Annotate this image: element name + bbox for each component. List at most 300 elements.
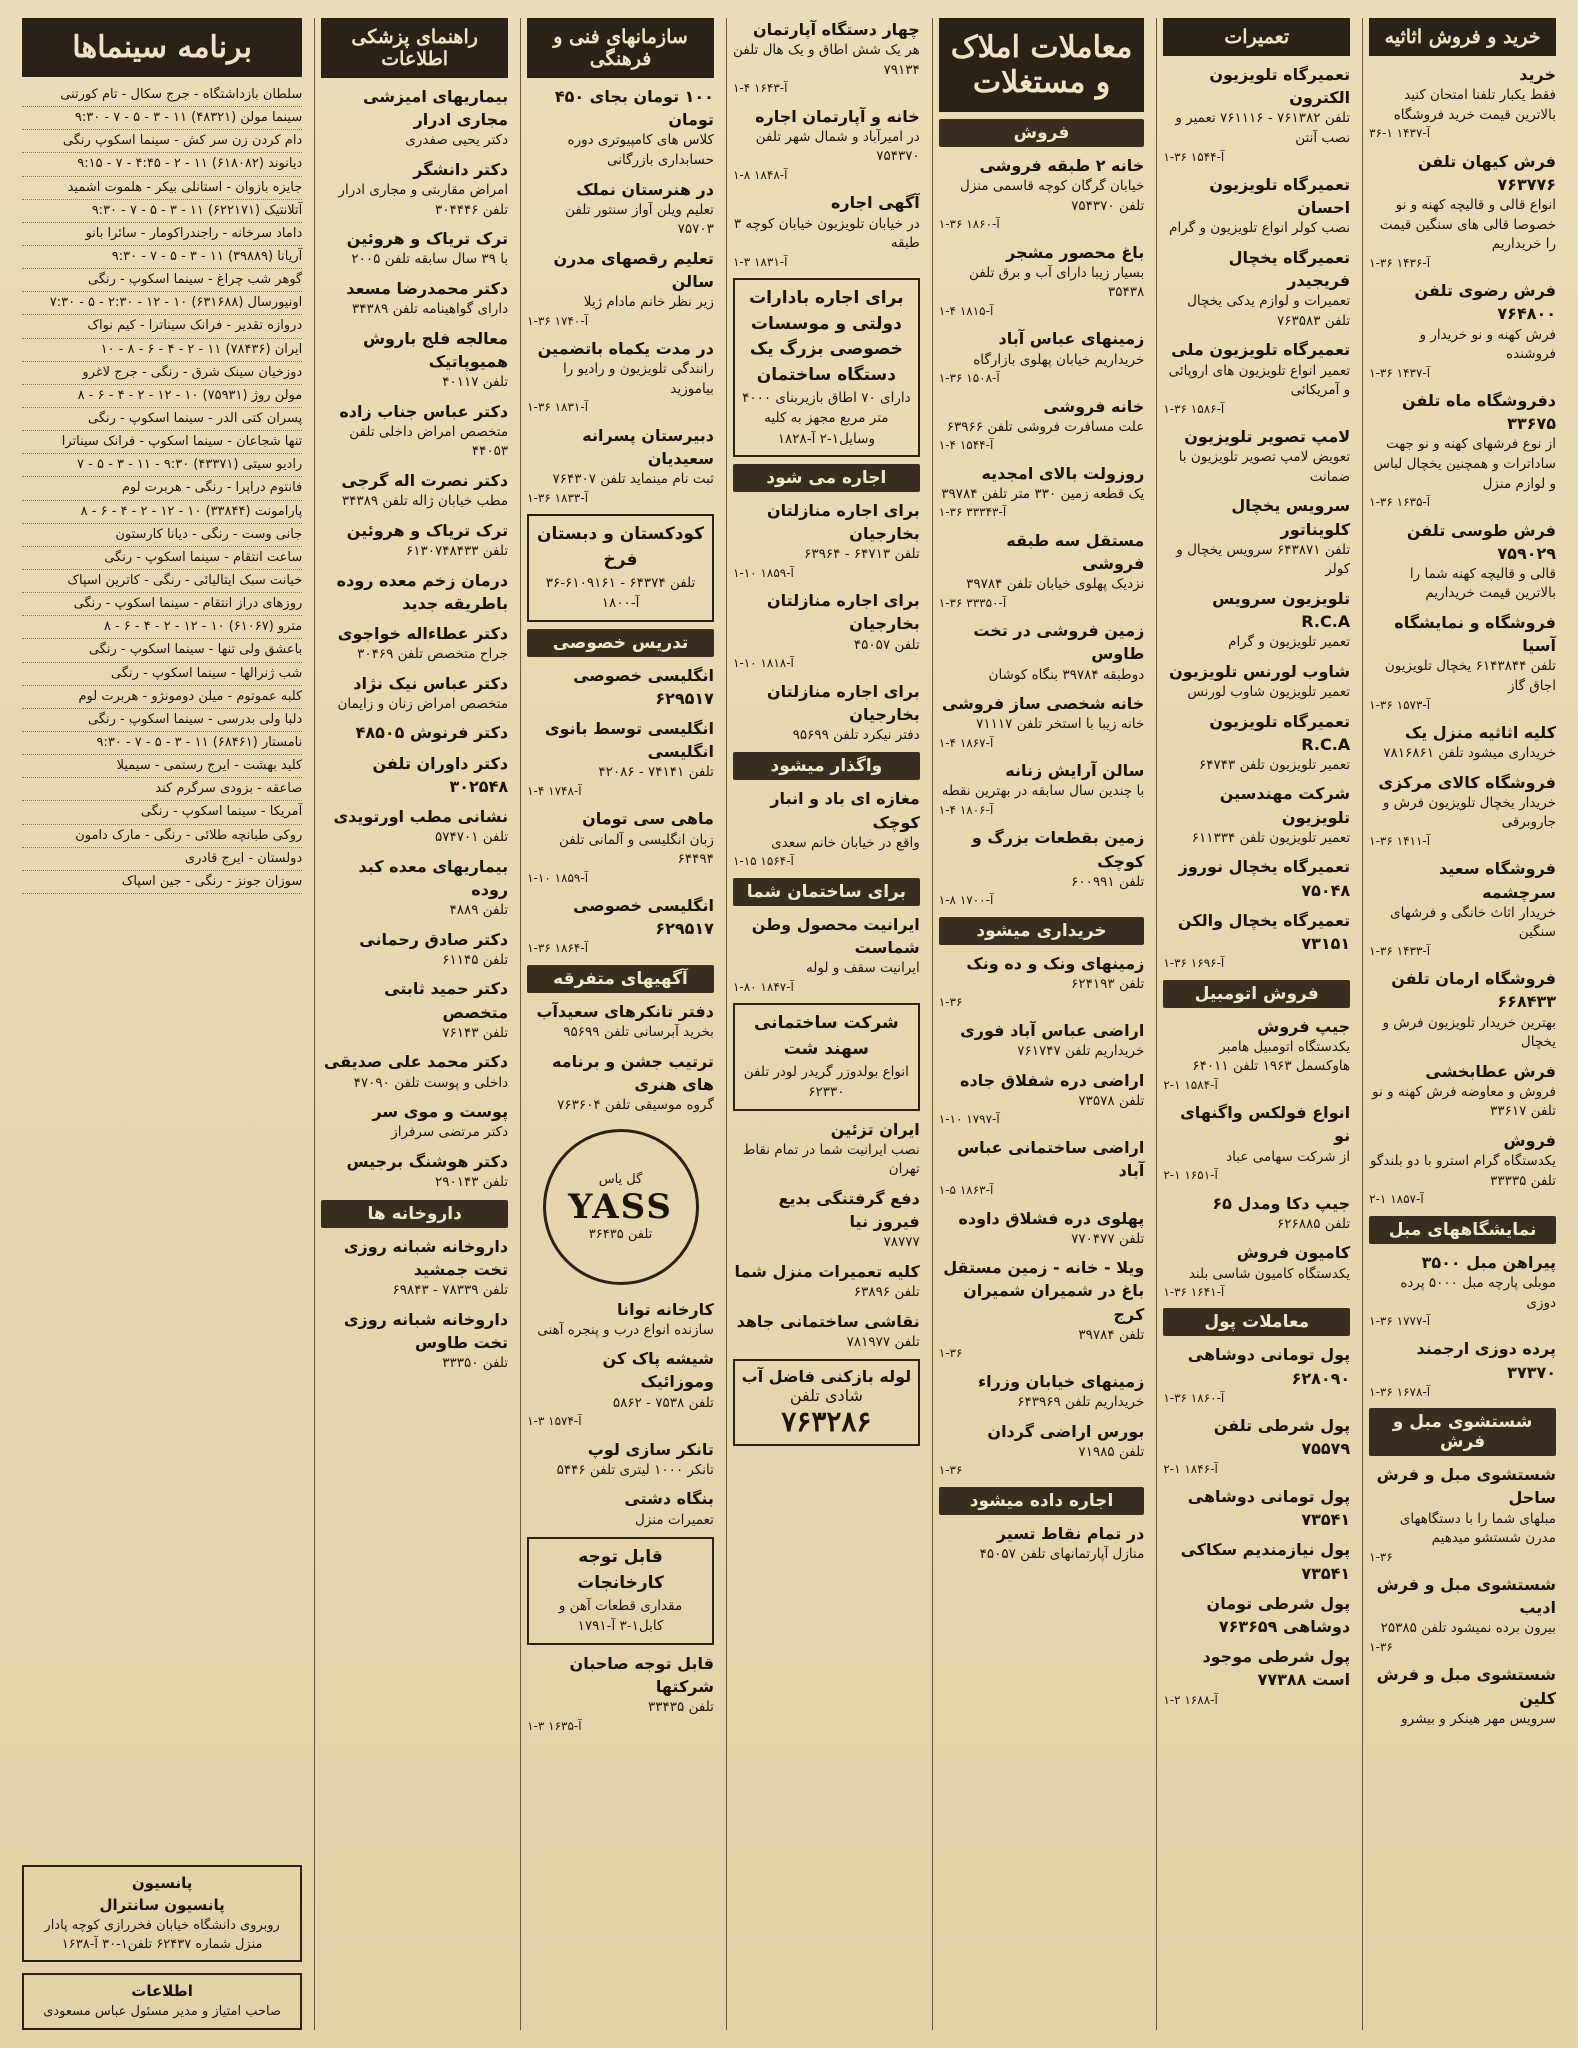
ad-title: چهار دستگاه آپارتمان <box>752 20 920 39</box>
logo-line1: گل یاس <box>598 1171 643 1187</box>
ad-title: کلیه اثاثیه منزل یک <box>1404 722 1556 742</box>
ad-body: نزدیک پهلوی خیابان تلفن ۳۹۷۸۴ <box>966 576 1145 593</box>
classified-ad <box>1369 63 1556 143</box>
ad-body: یکدستگاه اتومبیل هامبر هاوکسمل ۱۹۶۳ تلفن ۶۴۰۱۱ <box>1192 1038 1351 1075</box>
classified-ad <box>1163 246 1350 332</box>
classified-ad <box>1369 1463 1556 1566</box>
ad-body: بیرون برده نمیشود تلفن ۲۵۳۸۵ <box>1380 1620 1556 1637</box>
ad-title: فروشگاه کالای مرکزی <box>1378 772 1556 792</box>
ad-code: ۱-۴ آ-۱۸۰۶ <box>938 802 994 817</box>
classified-ad <box>1163 494 1350 580</box>
classified-ad <box>321 158 508 220</box>
classified-ad <box>1369 519 1556 605</box>
column-repairs <box>1156 18 1356 2030</box>
ad-code: ۱-۳۰ آ-۱۶۳۸ <box>61 1936 128 1952</box>
classified-ad <box>1163 660 1350 703</box>
classified-ad <box>321 1050 508 1093</box>
classified-ad <box>1163 425 1350 487</box>
ad-title: تعمیرگاه یخچال نوروز ۷۵۰۴۸ <box>1178 857 1351 900</box>
ad-code: ۱-۸ آ-۱۸۴۸ <box>732 168 788 183</box>
ad-title: دکتر نصرت اله گرجی <box>341 471 509 490</box>
classified-ad <box>1369 1251 1556 1331</box>
ad-code: ۱-۱۰ آ-۱۸۱۸ <box>732 656 794 671</box>
classified-ad <box>321 1100 508 1143</box>
boxed-ad <box>733 1003 920 1111</box>
classified-ad <box>321 1235 508 1301</box>
ad-body: بسیار زیبا دارای آب و برق تلفن ۳۵۴۳۸ <box>969 264 1145 301</box>
classified-ad <box>939 619 1145 685</box>
phone-number: ۷۶۳۲۸۶ <box>781 1405 872 1439</box>
ad-title: دفع گرفتنگی بدیع فیروز نیا <box>778 1188 920 1232</box>
ad-code: ۱-۱۵ آ-۱۵۶۴ <box>732 854 794 869</box>
cinema-row: فانتوم دراپرا - رنگی - هربرت لوم <box>22 477 302 500</box>
classified-ad <box>527 178 714 240</box>
classified-ad <box>939 1256 1145 1363</box>
cinema-row: سلطان بازداشتگاه - جرج سکال - تام کورتنی <box>22 84 302 107</box>
ad-body: هر یک شش اطاق و یک هال تلفن ۷۹۱۳۴ <box>732 42 920 78</box>
ad-body: سازنده انواع درب و پنجره آهنی <box>537 1321 714 1338</box>
classified-ad <box>1369 1129 1556 1209</box>
ad-title: پول شرطی تومان دوشاهی ۷۶۳۶۵۹ <box>1206 1593 1351 1636</box>
classified-ad <box>733 1260 920 1303</box>
ad-title: زمین بقطعات بزرگ و کوچک <box>971 828 1145 871</box>
classified-ad <box>1163 782 1350 848</box>
ad-title: برای اجاره بادارات دولتی و موسسات خصوصی بزرگ یک دستگاه ساختمان <box>749 288 904 385</box>
ad-title: ویلا - خانه - زمین مستقل باغ در شمیران شمیران کرج <box>943 1258 1145 1324</box>
ad-code: ۱-۳۶ <box>1369 1640 1393 1655</box>
ad-body: تلفن ۶۴۳۷۴ - ۶۱۰۹۱۶ <box>565 575 696 592</box>
ad-title: شاوب لورنس تلویزیون <box>1169 661 1351 681</box>
classified-ad <box>1163 1241 1350 1301</box>
ad-title: خانه فروشی <box>1043 396 1145 416</box>
cinema-row: پسران کتی الدر - سینما اسکوپ - رنگی <box>22 408 302 431</box>
ad-title: لامپ تصویر تلویزیون <box>1184 427 1351 447</box>
ad-code: ۱-۳۶ <box>938 1346 963 1361</box>
ad-body: تلفن ۷۶۱۴۳ <box>442 1024 509 1041</box>
ad-title: شستشوی مبل و فرش ساحل <box>1376 1465 1556 1508</box>
classified-ad <box>321 519 508 562</box>
ad-body: تعمیر انواع تلویزیون های اروپائی و آمریکائی <box>1168 362 1351 399</box>
boxed-ad <box>733 278 920 457</box>
ad-title: پانسیون سانترال <box>99 1895 225 1914</box>
cinema-row: خیانت سبک ایتالیائی - رنگی - کاترین اسپاک <box>22 570 302 593</box>
classified-ad <box>1163 909 1350 973</box>
ad-body: تلفن ۷۱۹۸۵ <box>1078 1443 1145 1460</box>
cinema-row: ساعت انتقام - سینما اسکوپ - رنگی <box>22 547 302 570</box>
column-header: سازمانهای فنی و فرهنگی <box>527 18 714 78</box>
classified-ad <box>321 400 508 462</box>
classified-ad <box>527 807 714 887</box>
publisher-box <box>22 1973 302 2030</box>
classified-ad <box>939 154 1145 234</box>
ad-code: ۱-۴ آ-۱۸۶۷ <box>938 735 994 750</box>
ad-title: تعمیرگاه یخچال والکن ۷۳۱۵۱ <box>1177 910 1351 953</box>
ad-title: تعمیرگاه تلویزیون ملی <box>1171 340 1351 360</box>
ad-title: بورس اراضی گردان <box>987 1421 1145 1441</box>
ad-title: شرکت مهندسین تلویزیون <box>1219 784 1351 827</box>
ad-title: قابل توجه کارخانجات <box>577 1547 664 1593</box>
column-medical <box>314 18 514 2030</box>
ad-title: مغازه ای باد و انبار کوچک <box>770 789 920 832</box>
classified-ad <box>527 424 714 507</box>
classified-ad <box>527 894 714 958</box>
yass-logo <box>543 1129 699 1285</box>
drain-service-ad <box>733 1359 920 1446</box>
classified-ad <box>733 787 920 870</box>
cinema-list <box>22 84 302 894</box>
ad-code: ۱-۳۶ <box>938 995 963 1010</box>
ad-code: ۱-۳۶ آ-۱۸۰۰ <box>545 575 640 612</box>
ad-subtitle: شادی تلفن <box>789 1386 863 1406</box>
ad-title: خانه شخصی ساز فروشی <box>941 694 1145 714</box>
ad-title: فروش <box>1503 1131 1556 1151</box>
ad-code: ۱-۳۶ آ-۱۵۴۴ <box>1163 149 1225 164</box>
ad-body: مطب خیابان ژاله تلفن ۳۴۳۸۹ <box>341 493 509 510</box>
ad-body: خریدار یخچال تلویزیون فرش و جاروبرقی <box>1382 794 1556 831</box>
classified-ad <box>1369 279 1556 382</box>
ad-body: یکدستگاه گرام استرو با دو بلندگو تلفن ۳۳۳۳۵ <box>1369 1153 1556 1189</box>
ad-code: ۱-۸۰ آ-۱۸۴۷ <box>732 979 794 994</box>
ad-body: با چندین سال سابقه در بهترین نقطه <box>941 783 1145 800</box>
ad-body: خانه زیبا با استخر تلفن ۷۱۱۱۷ <box>976 716 1145 733</box>
classified-ad <box>527 664 714 710</box>
ad-title: پول نیازمندیم سکاکی ۷۳۵۴۱ <box>1180 1540 1351 1583</box>
classified-ad <box>321 805 508 848</box>
ad-title: برای اجاره منازلتان بخارجیان <box>766 681 920 724</box>
ad-title: دبیرستان پسرانه سعیدیان <box>582 425 714 469</box>
classified-ad <box>939 826 1145 909</box>
ad-code: ۱-۳۶ آ-۱۷۴۰ <box>527 313 589 328</box>
ad-code: ۱-۳۶ آ-۱۴۳۷ <box>1369 365 1431 380</box>
classified-ad <box>733 18 920 98</box>
ad-body: خریداریم خیابان پهلوی بازارگاه <box>973 351 1145 368</box>
classified-ad <box>1163 1343 1350 1407</box>
ad-code: ۱-۳۶ آ-۱۴۳۳ <box>1369 943 1431 958</box>
ad-code: ۱-۳۶ آ-۱۸۶۴ <box>527 941 589 956</box>
ad-title: شستشوی مبل و فرش ادیب <box>1376 1575 1556 1618</box>
section-header: معاملات پول <box>1163 1308 1350 1336</box>
ad-body: بهترین خریدار تلویزیون فرش و یخچال <box>1382 1014 1556 1051</box>
cinema-row: رادیو سیتی (۴۳۳۷۱) ۹:۳۰ - ۱۱ - ۳ - ۵ - ۷ <box>22 454 302 477</box>
ad-title: دکتر عباس جناب زاده <box>339 401 509 421</box>
classified-ad <box>527 1298 714 1341</box>
ad-code: ۱-۸ آ-۱۷۰۰ <box>938 893 994 908</box>
classified-ad <box>1369 721 1556 764</box>
cinema-row: دوزخیان سینک شرق - رنگی - جرج لاغرو <box>22 362 302 385</box>
ad-code: ۱-۱۰ آ-۱۸۵۹ <box>732 565 794 580</box>
ad-body: تلفن ۶۰۰۹۹۱ <box>1071 873 1145 890</box>
ad-code: ۱-۱۰ آ-۱۸۵۹ <box>527 870 589 885</box>
cinema-row: سوزان جونز - رنگی - جین اسپاک <box>22 871 302 894</box>
ad-body: دارای گواهینامه تلفن ۳۴۳۸۹ <box>352 301 509 318</box>
column-culture <box>520 18 720 2030</box>
ad-title: زمین فروشی در تخت طاوس <box>973 621 1145 664</box>
column-rentals <box>726 18 926 2030</box>
ad-title: شیشه پاک کن وموزائیک <box>602 1349 714 1392</box>
ad-title: انگلیسی توسط بانوی انگلیسی <box>544 719 714 762</box>
cinema-row: شب ژنرالها - سینما اسکوپ - رنگی <box>22 663 302 686</box>
classified-ad <box>1369 150 1556 272</box>
classified-ad <box>733 191 920 271</box>
ad-body: فقط یکبار تلفنا امتحان کنید بالاترین قیمت خرید فروشگاه <box>1393 87 1556 123</box>
ad-title: در تمام نقاط تسیر <box>996 1523 1145 1543</box>
column-header: راهنمای پزشکی اطلاعات <box>321 18 508 78</box>
ad-body: منازل آپارتمانهای تلفن ۴۵۰۵۷ <box>979 1545 1145 1562</box>
ad-body: دوطبقه ۳۹۷۸۴ بنگاه کوشان <box>988 666 1145 683</box>
ad-body: فرش کهنه و نو خریدار و فروشنده <box>1419 326 1556 363</box>
ad-code: ۱-۳۶ آ-۱۶۷۸ <box>1369 1384 1431 1399</box>
ad-body: تلفن ۷۳۵۷۸ <box>1078 1092 1145 1109</box>
ad-title: خانه ۲ طبقه فروشی <box>979 156 1145 175</box>
ad-title: سالن آرایش زنانه <box>1005 761 1145 781</box>
ad-title: تعمیرگاه یخچال فریجیدر <box>1228 247 1351 291</box>
classified-ad <box>321 928 508 971</box>
classified-ad <box>939 327 1145 387</box>
ad-body: متخصص امراض داخلی تلفن ۴۴۰۵۳ <box>349 423 509 460</box>
ad-body: تلفن ۳۳۴۳۵ <box>648 1698 714 1715</box>
ad-code: ۱-۳۶ آ-۳۳۳۵۰ <box>938 595 1007 610</box>
classified-ad <box>939 462 1145 522</box>
ad-code: ۱-۳۶ <box>938 1463 963 1478</box>
ad-title: ترک تریاک و هروئین <box>346 520 509 540</box>
ad-code: ۱-۳۶ آ-۱۶۴۱ <box>1163 1285 1225 1300</box>
ad-title: زمینهای ونک و ده ونک <box>966 953 1145 973</box>
ad-body: دفتر نیکرد تلفن ۹۵۶۹۹ <box>792 726 920 743</box>
classified-ad <box>939 395 1145 455</box>
ad-code: ۲-۱ آ-۱۸۴۶ <box>1163 1461 1218 1476</box>
ad-title: تعمیرگاه تلویزیون احسان <box>1209 174 1351 218</box>
classified-ad <box>1163 63 1350 166</box>
cinema-row: باعشق ولی تنها - سینما اسکوپ - رنگی <box>22 639 302 662</box>
ad-title: دکتر صادق رحمانی <box>359 929 509 949</box>
column-header: معاملات املاک و مستغلات <box>939 18 1145 112</box>
classified-ad <box>527 717 714 800</box>
ad-title: ترتیب جشن و برنامه های هنری <box>552 1051 714 1094</box>
cinema-row: نامستار (۶۸۴۶۱) ۱۱ - ۳ - ۵ - ۷ - ۹:۳۰ <box>22 732 302 755</box>
classified-ad <box>1163 1592 1350 1638</box>
classified-ad <box>1369 389 1556 511</box>
classified-ad <box>321 227 508 270</box>
ad-body: ثبت نام مینماید تلفن ۷۶۴۳۰۷ <box>552 471 714 488</box>
ad-title: جیپ فروش <box>1257 1016 1351 1036</box>
ad-title: دکتر دانشگر <box>413 159 509 179</box>
ad-title: فروشگاه ارمان تلفن ۶۶۸۴۳۳ <box>1391 969 1556 1012</box>
ad-title: فرش طوسی تلفن ۷۵۹۰۲۹ <box>1406 520 1556 563</box>
ad-code: ۱-۳ آ-۱۵۷۴ <box>527 1414 582 1429</box>
ad-body: تعمیر تلویزیون شاوب لورنس <box>1187 683 1351 700</box>
ad-body: تلفن ۷۵۳۸ - ۵۸۶۲ <box>612 1394 714 1411</box>
ad-body: تلفن ۶۱۱۴۵ <box>442 951 509 968</box>
ad-body: روبروی دانشگاه خیابان فخررازی کوچه پادار منزل شماره ۶۲۴۳۷ تلفن <box>44 1917 280 1952</box>
ad-title: فروشگاه سعید سرچشمه <box>1439 859 1556 902</box>
ad-title: خرید <box>1519 65 1556 84</box>
ad-body: تلفن ۶۱۴۳۸۴۴ یخچال تلویزیون اجاق گاز <box>1384 658 1556 694</box>
classified-ad <box>527 1347 714 1430</box>
ad-body: تعمیرات و لوازم یدکی یخچال تلفن ۷۶۳۵۸۳ <box>1187 293 1351 329</box>
classified-ad <box>321 327 508 393</box>
classified-ad <box>1163 1538 1350 1584</box>
ad-code: ۱-۳ آ-۱۶۳۵ <box>527 1718 582 1733</box>
classified-ad <box>1163 173 1350 239</box>
ad-body: تلفن ۷۴۱۴۱ - ۴۲۰۸۶ <box>598 764 714 781</box>
boxed-ad <box>527 514 714 622</box>
ad-title: ماهی سی تومان <box>582 809 714 829</box>
ad-title: برای اجاره منازلتان بخارجیان <box>766 500 920 544</box>
ad-code: ۱-۳۶ آ-۱۶۳۵ <box>1369 495 1431 510</box>
ad-title: ایرانیت محصول وطن شماست <box>751 914 920 957</box>
ad-body: تلفن ۴۸۸۹ <box>449 902 509 919</box>
column-header: برنامه سینماها <box>22 18 302 77</box>
ad-title: پهلوی دره فشلاق داوده <box>958 1208 1145 1228</box>
cinema-row: تنها شجاعان - سینما اسکوپ - فرانک سیناترا <box>22 431 302 454</box>
ad-code: ۱-۴ آ-۱۵۴۴ <box>938 438 994 453</box>
ad-code: ۱-۲ آ-۱۶۸۸ <box>1163 1692 1218 1707</box>
ad-code: ۲-۱ آ-۱۸۵۷ <box>1369 1192 1424 1207</box>
cinema-row: سینما مولن (۴۸۳۲۱) ۱۱ - ۳ - ۵ - ۷ - ۹:۳۰ <box>22 107 302 130</box>
classified-ad <box>1369 1663 1556 1729</box>
ad-body: فروش و معاوضه فرش کهنه و نو تلفن ۳۳۶۱۷ <box>1372 1083 1556 1120</box>
ad-body: موبلی پارچه مبل ۵۰۰۰ پرده دوزی <box>1400 1274 1556 1311</box>
ad-title: پیراهن مبل ۳۵۰۰ <box>1421 1252 1556 1272</box>
cinema-row: داماد سرخانه - راجندراکومار - سائرا بانو <box>22 223 302 246</box>
classified-ad <box>321 277 508 320</box>
ad-body: تعلیم ویلن آواز سنتور تلفن ۷۵۷۰۳ <box>565 201 714 238</box>
section-header: نمایشگاههای مبل <box>1369 1216 1556 1244</box>
cinema-row: صاعقه - بزودی سرگرم کند <box>22 778 302 801</box>
classified-ad <box>321 85 508 151</box>
ad-title: کارخانه توانا <box>617 1299 714 1319</box>
ad-code: ۱-۳۶ آ-۱۸۶۰ <box>938 217 1000 232</box>
ad-body: تلفن ۵۷۴۷۰۱ <box>434 829 509 846</box>
ad-code: ۱-۳۶ آ-۱۷۷۷ <box>1369 1314 1431 1329</box>
ad-body: قالی و قالیچه کهنه شما را بالاترین قیمت خریداریم <box>1409 565 1556 602</box>
ad-body: زبان انگلیسی و آلمانی تلفن ۶۴۴۹۴ <box>559 831 714 868</box>
cinema-row: اونیورسال (۶۳۱۶۸۸) ۱۰ - ۱۲ - ۲:۳۰ - ۵ - ۷:۳۰ <box>22 292 302 315</box>
ad-title: ۱۰۰ تومان بجای ۴۵۰ تومان <box>554 87 714 130</box>
ad-title: فرش عطابخشی <box>1425 1061 1556 1081</box>
cinema-row: گوهر شب چراغ - سینما اسکوپ - رنگی <box>22 269 302 292</box>
ad-title: زمینهای خیابان وزراء <box>977 1371 1145 1391</box>
cinema-row: دام کردن زن سر کش - سینما اسکوپ رنگی <box>22 130 302 153</box>
cinema-row: دولستان - ایرج قادری <box>22 848 302 871</box>
ad-title: خانه و آپارتمان اجاره <box>755 106 920 126</box>
column-real-estate <box>932 18 1151 2030</box>
classified-ad <box>321 569 508 615</box>
ad-code: ۱-۳۶ آ-۱۵۸۶ <box>1163 401 1225 416</box>
classified-ad <box>527 1000 714 1043</box>
ad-code: ۱-۴ آ-۱۸۱۵ <box>938 304 994 319</box>
ad-body: مبلهای شما را با دستگاههای مدرن شستشو میدهیم <box>1399 1510 1556 1547</box>
ad-title: ایران تزئین <box>830 1119 920 1139</box>
classified-ad <box>527 1050 714 1116</box>
classified-ad <box>1369 611 1556 714</box>
ad-title: ترک تریاک و هروئین <box>346 229 509 249</box>
ad-title: شستشوی مبل و فرش کلین <box>1376 1665 1556 1708</box>
ad-body: با ۳۹ سال سابقه تلفن ۲۰۰۵ <box>351 251 509 268</box>
ad-code: ۱-۳۶ آ-۱۸۳۱ <box>527 400 589 415</box>
ad-body: تعویض لامپ تصویر تلویزیون با ضمانت <box>1178 449 1351 485</box>
ad-title: زمینهای عباس آباد <box>998 329 1145 349</box>
ad-title: بیماریهای امیزشی مجاری ادرار <box>363 87 509 130</box>
ad-code: ۱-۳ آ-۱۸۳۱ <box>732 254 788 269</box>
classified-ad <box>939 692 1145 752</box>
ad-title: سرویس یخچال کلویناتور <box>1231 496 1351 539</box>
ad-title: نقاشی ساختمانی جاهد <box>736 1311 920 1331</box>
ad-code: ۱-۲ آ-۱۸۲۸ <box>777 430 840 447</box>
ad-body: انواع بولدوزر گریدر لودر تلفن ۶۲۳۳۰ <box>743 1064 909 1101</box>
ad-code: ۱-۳۶ آ-۱۸۳۳ <box>527 490 589 505</box>
column-header: خرید و فروش اثاثیه <box>1369 18 1556 56</box>
publisher-body: صاحب امتیاز و مدیر مسئول عباس مسعودی <box>43 2004 281 2020</box>
ad-body: تلفن ۷۸۱۹۷۷ <box>846 1333 920 1350</box>
cinema-row: کلبه عموتوم - میلن دومونژو - هربرت لوم <box>22 686 302 709</box>
ad-code: ۱-۳۶ آ-۱۸۶۰ <box>1163 1390 1225 1405</box>
classified-ad <box>1369 771 1556 851</box>
classified-ad <box>1369 1060 1556 1122</box>
ad-body: داخلی و پوست تلفن ۴۷۰۹۰ <box>353 1074 509 1091</box>
ad-body: تعمیر تلویزیون و گرام <box>1228 634 1351 651</box>
ad-code: ۱-۳۶ آ-۱۵۷۳ <box>1369 697 1431 712</box>
ad-title: در مدت یکماه باتضمین <box>537 339 714 359</box>
classified-ad <box>939 1019 1145 1062</box>
pension-ad <box>22 1865 302 1962</box>
ad-title: فروشگاه و نمایشگاه آسیا <box>1394 613 1556 656</box>
column-header: تعمیرات <box>1163 18 1350 56</box>
ad-body: تلفن ۳۹۷۸۴ <box>1078 1326 1145 1343</box>
ad-body: تلفن ۶۲۶۸۸۵ <box>1277 1215 1351 1232</box>
ad-body: مقداری قطعات آهن و کابل <box>558 1598 683 1635</box>
classified-ad <box>1163 710 1350 776</box>
cinema-row: دیانوند (۶۱۸۰۸۲) ۱۱ - ۲ - ۴:۴۵ - ۷ - ۹:۱۵ <box>22 153 302 176</box>
ad-title: دکتر محمدرضا مسعد <box>346 279 509 298</box>
ad-body: تعمیر تلویزیون تلفن ۶۱۱۳۳۴ <box>1191 829 1351 846</box>
ad-title: شرکت ساختمانی سهند شت <box>753 1013 899 1059</box>
classified-ad <box>939 1370 1145 1413</box>
ad-body: ۷۸۷۷۷ <box>883 1234 920 1251</box>
classified-ad <box>733 499 920 582</box>
classified-ad <box>733 589 920 672</box>
section-header: آگهیهای متفرقه <box>527 965 714 993</box>
ad-title: فرش کیهان تلفن ۷۶۳۷۷۶ <box>1417 151 1556 194</box>
classified-ad <box>527 1487 714 1530</box>
classified-ad <box>321 672 508 715</box>
cinema-row: دروازه تقدیر - فرانک سیناترا - کیم نواک <box>22 315 302 338</box>
ad-body: تلفن ۲۹۰۱۴۳ <box>434 1174 509 1190</box>
ad-body: خیابان گرگان کوچه قاسمی منزل تلفن ۷۵۴۳۷۰ <box>960 178 1145 214</box>
ad-body: گروه موسیقی تلفن ۷۶۳۶۰۴ <box>557 1096 714 1113</box>
ad-body: از نوع فرشهای کهنه و نو جهت ساداترات و همچنین یخچال لباس و لوازم منزل <box>1373 436 1556 492</box>
section-header: فروش اتومبیل <box>1163 980 1350 1008</box>
ad-title: پوست و موی سر <box>372 1102 509 1122</box>
ad-code: ۱-۳۶ آ-۱۶۹۶ <box>1163 956 1225 971</box>
ad-body: سرویس مهر هینکر و بیشرو <box>1401 1710 1556 1727</box>
ad-body: تلفن ۶۴۷۱۳ - ۶۳۹۶۴ <box>804 546 920 563</box>
cinema-row: مولن روژ (۷۵۹۳۱) ۱۰ - ۱۲ - ۲ - ۴ - ۶ - ۸ <box>22 385 302 408</box>
logo-name: YASS <box>568 1186 673 1227</box>
cinema-row: دلبا ولی بدرسی - سینما اسکوپ - رنگی <box>22 709 302 732</box>
cinema-row: ایران (۷۸۴۳۶) ۱۱ - ۲ - ۴ - ۶ - ۸ - ۱۰ <box>22 339 302 362</box>
ad-code: ۱-۳۶ آ-۳۳۳۴۳ <box>938 505 1007 520</box>
section-header: داروخانه ها <box>321 1200 508 1228</box>
classified-ad <box>1163 1645 1350 1709</box>
ad-body: واقع در خیابان خانم سعدی <box>771 834 920 851</box>
classified-ad <box>527 1438 714 1481</box>
ad-body: یکدستگاه کامیون شاسی بلند <box>1188 1265 1351 1282</box>
ad-body: خریداریم تلفن ۶۴۳۹۶۹ <box>1017 1393 1145 1410</box>
ad-title: بنگاه دشتی <box>624 1489 714 1509</box>
ad-title: روزولت بالای امجدیه <box>981 463 1145 483</box>
ad-title: دکتر فرنوش ۴۸۵۰۵ <box>355 723 509 743</box>
